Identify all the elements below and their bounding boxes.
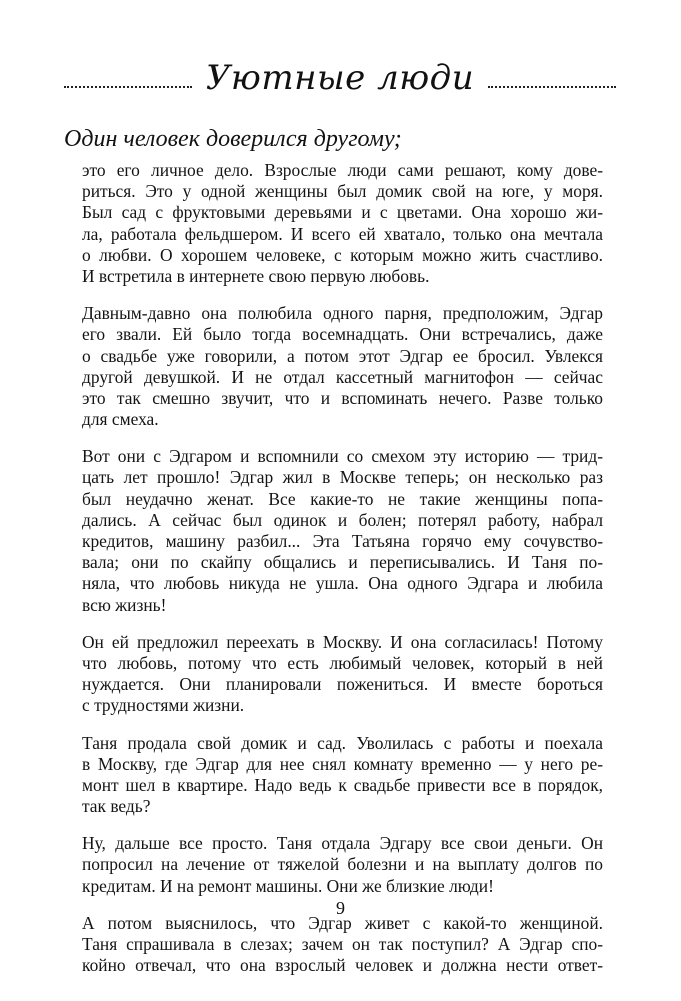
header-rule-right	[488, 86, 616, 88]
text-line: так ведь?	[82, 796, 151, 817]
text-line: ла, работала фельдшером. И всего ей хватало, только она мечтала	[82, 223, 603, 244]
text-line: Давным-давно она полюбила одного парня, предположим, Эдгар	[82, 303, 603, 324]
text-line: Таня спрашивала в слезах; зачем он так поступил? А Эдгар спо-	[82, 934, 603, 954]
text-line: Был сад с фруктовыми деревьями и с цветами. Она хорошо жи-	[82, 202, 603, 223]
text-line: о любви. О хорошем человеке, с которым можно жить счастливо.	[82, 244, 603, 265]
text-line: всю жизнь!	[82, 594, 167, 615]
text-line: в Москву, где Эдгар для нее снял комнату временно — у него ре-	[82, 753, 603, 774]
text-line: цать лет прошло! Эдгар жил в Москве теперь; он несколько раз	[82, 467, 603, 488]
text-line: А потом выяснилось, что Эдгар живет с какой-то женщиной.	[82, 912, 603, 933]
text-line: для смеха.	[82, 409, 159, 430]
text-line: попросил на лечение от тяжелой болезни и на выплату долгов по	[82, 854, 603, 875]
paragraph	[82, 833, 603, 897]
text-line: койно отвечал, что она взрослый человек и должна нести ответ-	[82, 955, 603, 976]
paragraph	[82, 303, 603, 430]
text-line: Таня продала свой домик и сад. Уволилась с работы и поехала	[82, 732, 603, 753]
text-line: вала; они по скайпу общались и переписывались. И Таня по-	[82, 552, 603, 573]
text-line: дались. А сейчас был одинок и болен; потерял работу, набрал	[82, 509, 603, 530]
text-line: нуждается. Они планировали пожениться. И вместе бороться	[82, 674, 603, 695]
text-line: Вот они с Эдгаром и вспомнили со смехом эту историю — трид-	[82, 446, 603, 467]
text-line: риться. Это у одной женщины был домик свой на юге, у моря.	[82, 181, 603, 202]
text-line: Он ей предложил переехать в Москву. И она согласилась! Потому	[82, 631, 603, 652]
text-line: кредитов, машину разбил... Эта Татьяна горячо ему сочувство-	[82, 531, 603, 551]
text-line: это так смешно звучит, что и вспоминать нечего. Разве только	[82, 387, 603, 408]
paragraph	[82, 446, 603, 616]
text-line: с трудностями жизни.	[82, 695, 245, 716]
text-line: кредитам. И на ремонт машины. Они же близкие люди!	[82, 875, 494, 896]
body-text	[82, 160, 603, 992]
text-line: другой девушкой. И не отдал кассетный магнитофон — сейчас	[82, 366, 603, 387]
text-line: его звали. Ей было тогда восемнадцать. Они встречались, даже	[82, 324, 603, 345]
text-line: Ну, дальше все просто. Таня отдала Эдгару все свои деньги. Он	[82, 833, 603, 854]
text-line: монт шел в квартире. Надо ведь к свадьбе привести все в порядок,	[82, 774, 603, 795]
text-line: что любовь, потому что есть любимый человек, который в ней	[82, 652, 603, 673]
chapter-title: Один человек доверился другому;	[64, 126, 402, 152]
paragraph	[82, 733, 603, 818]
text-line: няла, что любовь никуда не ушла. Она одного Эдгара и любила	[82, 573, 603, 594]
text-line: был неудачно женат. Все какие-то не такие женщины попа-	[82, 488, 603, 509]
running-header-title: Уютные люди	[205, 58, 475, 98]
text-line: о свадьбе уже говорили, а потом этот Эдгар ее бросил. Увлекся	[82, 345, 603, 366]
page-number: 9	[336, 898, 345, 918]
paragraph	[82, 632, 603, 717]
header-rule-left	[64, 86, 192, 88]
paragraph	[82, 913, 603, 977]
text-line: И встретила в интернете свою первую любовь.	[82, 265, 430, 286]
paragraph	[82, 160, 603, 287]
running-header	[64, 56, 616, 108]
text-line: это его личное дело. Взрослые люди сами решают, кому дове-	[82, 160, 603, 180]
